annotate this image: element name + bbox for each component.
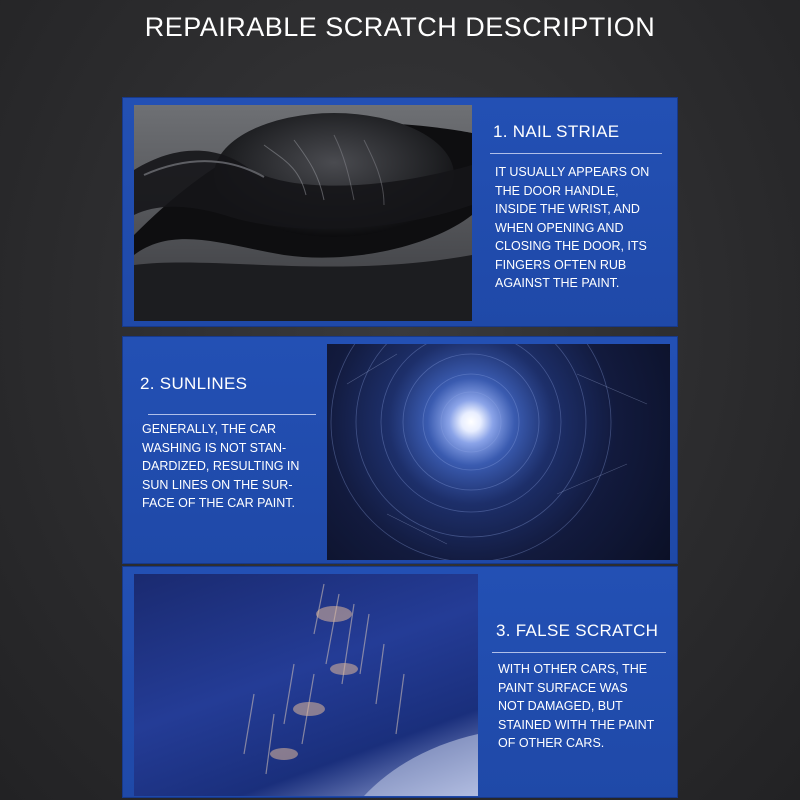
page-title: REPAIRABLE SCRATCH DESCRIPTION (144, 12, 656, 42)
divider (148, 414, 316, 415)
sunlines-panel (122, 336, 678, 564)
false-scratch-panel (122, 566, 678, 798)
section-description: IT USUALLY APPEARS ON THE DOOR HANDLE, INSIDE THE WRIST, AND WHEN OPENING AND CLOSING THE DOOR, ITS FINGERS OFTEN RUB AGAINST THE PAINT. (495, 165, 650, 290)
section-heading: 3. FALSE SCRATCH (496, 621, 659, 640)
door-handle-photo (134, 105, 472, 321)
false-scratch-photo (134, 574, 478, 796)
divider (490, 153, 662, 154)
nail-striae-panel (122, 97, 678, 327)
divider (492, 652, 666, 653)
section-heading: 2. SUNLINES (140, 374, 248, 393)
paint-transfer-illustration (134, 574, 478, 796)
door-handle-illustration (134, 105, 472, 321)
sunlines-photo (327, 344, 670, 560)
section-description: WITH OTHER CARS, THE PAINT SURFACE WAS NOT DAMAGED, BUT STAINED WITH THE PAINT OF OTHER CARS. (498, 662, 655, 750)
section-description: GENERALLY, THE CAR WASHING IS NOT STAN- DARDIZED, RESULTING IN SUN LINES ON THE SUR- FACE OF THE CAR PAINT. (142, 422, 300, 510)
swirl-marks-illustration (327, 344, 670, 560)
section-heading: 1. NAIL STRIAE (493, 122, 620, 141)
